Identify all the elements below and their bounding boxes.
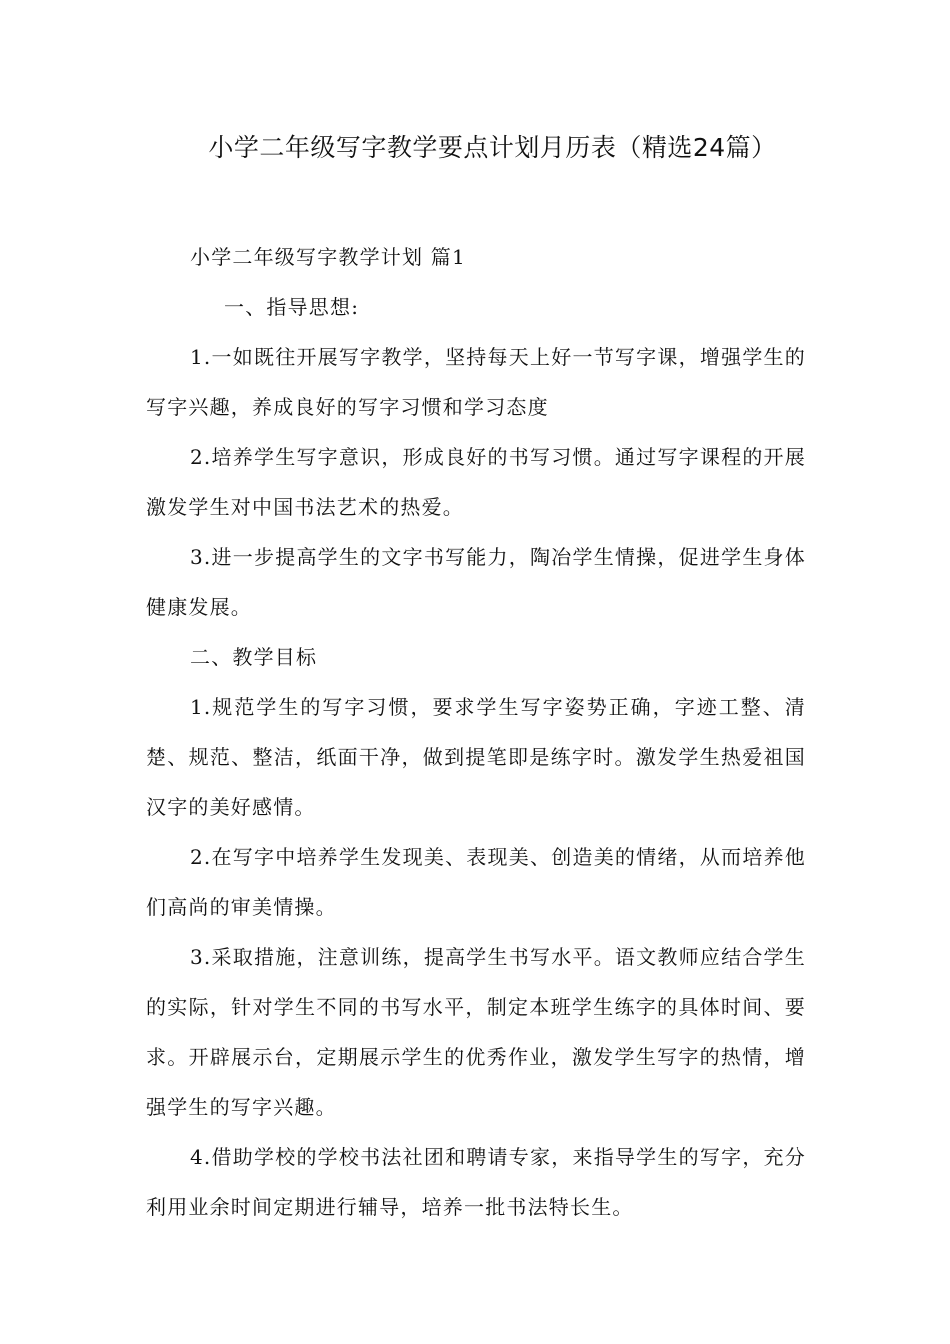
document-title: 小学二年级写字教学要点计划月历表（精选24篇） — [208, 133, 777, 162]
paragraph: 2.培养学生写字意识，形成良好的书写习惯。通过写字课程的开展激发学生对中国书法艺术的热爱。 — [146, 445, 806, 519]
paragraph: 2.在写字中培养学生发现美、表现美、创造美的情绪，从而培养他们高尚的审美情操。 — [146, 845, 806, 919]
document-body — [146, 232, 806, 1232]
section-heading: 小学二年级写字教学计划 篇1 — [190, 245, 466, 269]
part-one-heading: 一、指导思想: — [224, 295, 360, 319]
paragraph: 1.一如既往开展写字教学，坚持每天上好一节写字课，增强学生的写字兴趣，养成良好的写字习惯和学习态度 — [146, 345, 806, 419]
paragraph: 4.借助学校的学校书法社团和聘请专家，来指导学生的写字，充分利用业余时间定期进行辅导，培养一批书法特长生。 — [146, 1145, 806, 1219]
part-two-heading: 二、教学目标 — [190, 645, 318, 669]
paragraph: 1.规范学生的写字习惯，要求学生写字姿势正确，字迹工整、清楚、规范、整洁，纸面干净，做到提笔即是练字时。激发学生热爱祖国汉字的美好感情。 — [146, 695, 806, 819]
paragraph: 3.采取措施，注意训练，提高学生书写水平。语文教师应结合学生的实际，针对学生不同的书写水平，制定本班学生练字的具体时间、要求。开辟展示台，定期展示学生的优秀作业，激发学生写字的热情，增强学生的写字兴趣。 — [146, 945, 806, 1119]
paragraph: 3.进一步提高学生的文字书写能力，陶冶学生情操，促进学生身体健康发展。 — [146, 545, 806, 619]
